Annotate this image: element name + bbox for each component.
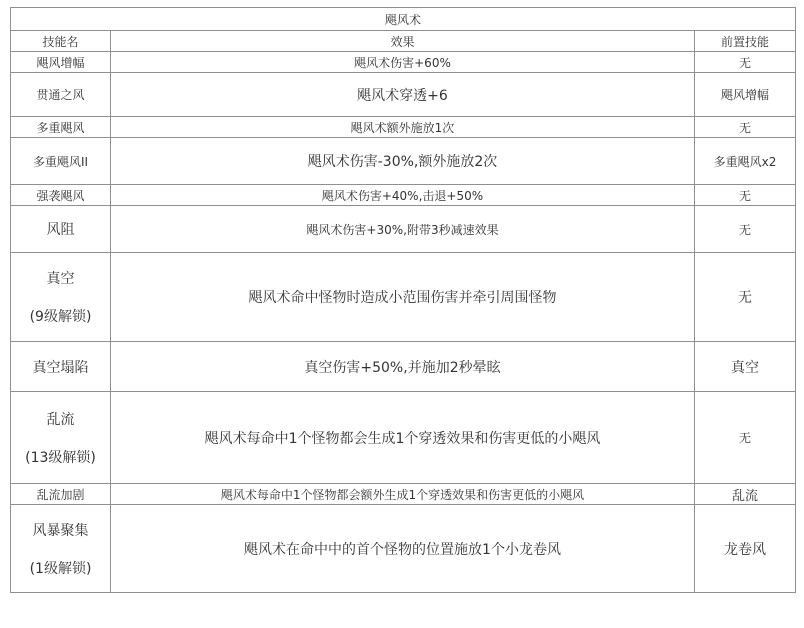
skill-name: 真空塌陷 xyxy=(11,342,111,392)
table-row xyxy=(11,185,796,206)
skill-unlock-level: (1级解锁) xyxy=(29,560,92,577)
skill-prereq: 真空 xyxy=(695,342,796,392)
table-row xyxy=(11,505,796,593)
table-row xyxy=(11,342,796,392)
skill-prereq: 龙卷风 xyxy=(695,505,796,593)
table-row xyxy=(11,392,796,484)
table-row xyxy=(11,484,796,505)
table-row xyxy=(11,52,796,73)
skill-unlock-level: (13级解锁) xyxy=(25,449,96,466)
skill-name: 乱流 xyxy=(46,411,75,428)
skill-unlock-level: (9级解锁) xyxy=(29,309,92,325)
table-row xyxy=(11,138,796,185)
skill-name-cell xyxy=(11,392,111,484)
table-title-row xyxy=(11,8,796,31)
skill-prereq: 无 xyxy=(695,52,796,73)
skill-effect: 飓风术额外施放1次 xyxy=(111,117,695,138)
table-title: 飓风术 xyxy=(11,8,796,31)
skill-name: 多重飓风II xyxy=(11,138,111,185)
skill-name-cell xyxy=(11,505,111,593)
skill-name: 强袭飓风 xyxy=(11,185,111,206)
skill-name: 贯通之风 xyxy=(11,73,111,117)
skill-effect: 飓风术命中怪物时造成小范围伤害并牵引周围怪物 xyxy=(111,253,695,342)
skill-name: 风暴聚集 xyxy=(32,522,89,539)
skill-table xyxy=(10,7,796,593)
skill-effect: 飓风术在命中中的首个怪物的位置施放1个小龙卷风 xyxy=(111,505,695,593)
skill-prereq: 无 xyxy=(695,117,796,138)
header-effect: 效果 xyxy=(111,31,695,52)
skill-prereq: 多重飓风x2 xyxy=(695,138,796,185)
skill-prereq: 无 xyxy=(695,392,796,484)
skill-effect: 飓风术伤害+40%,击退+50% xyxy=(111,185,695,206)
skill-name: 多重飓风 xyxy=(11,117,111,138)
header-skill-name: 技能名 xyxy=(11,31,111,52)
skill-effect: 飓风术穿透+6 xyxy=(111,73,695,117)
skill-effect: 飓风术伤害-30%,额外施放2次 xyxy=(111,138,695,185)
skill-name: 风阻 xyxy=(11,206,111,253)
skill-effect: 真空伤害+50%,并施加2秒晕眩 xyxy=(111,342,695,392)
skill-effect: 飓风术伤害+30%,附带3秒减速效果 xyxy=(111,206,695,253)
skill-table-wrapper xyxy=(10,7,796,593)
skill-name: 飓风增幅 xyxy=(11,52,111,73)
skill-effect: 飓风术每命中1个怪物都会额外生成1个穿透效果和伤害更低的小飓风 xyxy=(111,484,695,505)
table-row xyxy=(11,73,796,117)
skill-prereq: 无 xyxy=(695,206,796,253)
skill-prereq: 无 xyxy=(695,185,796,206)
skill-name: 真空 xyxy=(46,271,75,287)
skill-prereq: 无 xyxy=(695,253,796,342)
skill-prereq: 乱流 xyxy=(695,484,796,505)
table-row xyxy=(11,117,796,138)
table-row xyxy=(11,206,796,253)
skill-name: 乱流加剧 xyxy=(11,484,111,505)
skill-prereq: 飓风增幅 xyxy=(695,73,796,117)
table-header-row xyxy=(11,31,796,52)
table-row xyxy=(11,253,796,342)
skill-effect: 飓风术每命中1个怪物都会生成1个穿透效果和伤害更低的小飓风 xyxy=(111,392,695,484)
skill-effect: 飓风术伤害+60% xyxy=(111,52,695,73)
header-prerequisite: 前置技能 xyxy=(695,31,796,52)
skill-name-cell xyxy=(11,253,111,342)
